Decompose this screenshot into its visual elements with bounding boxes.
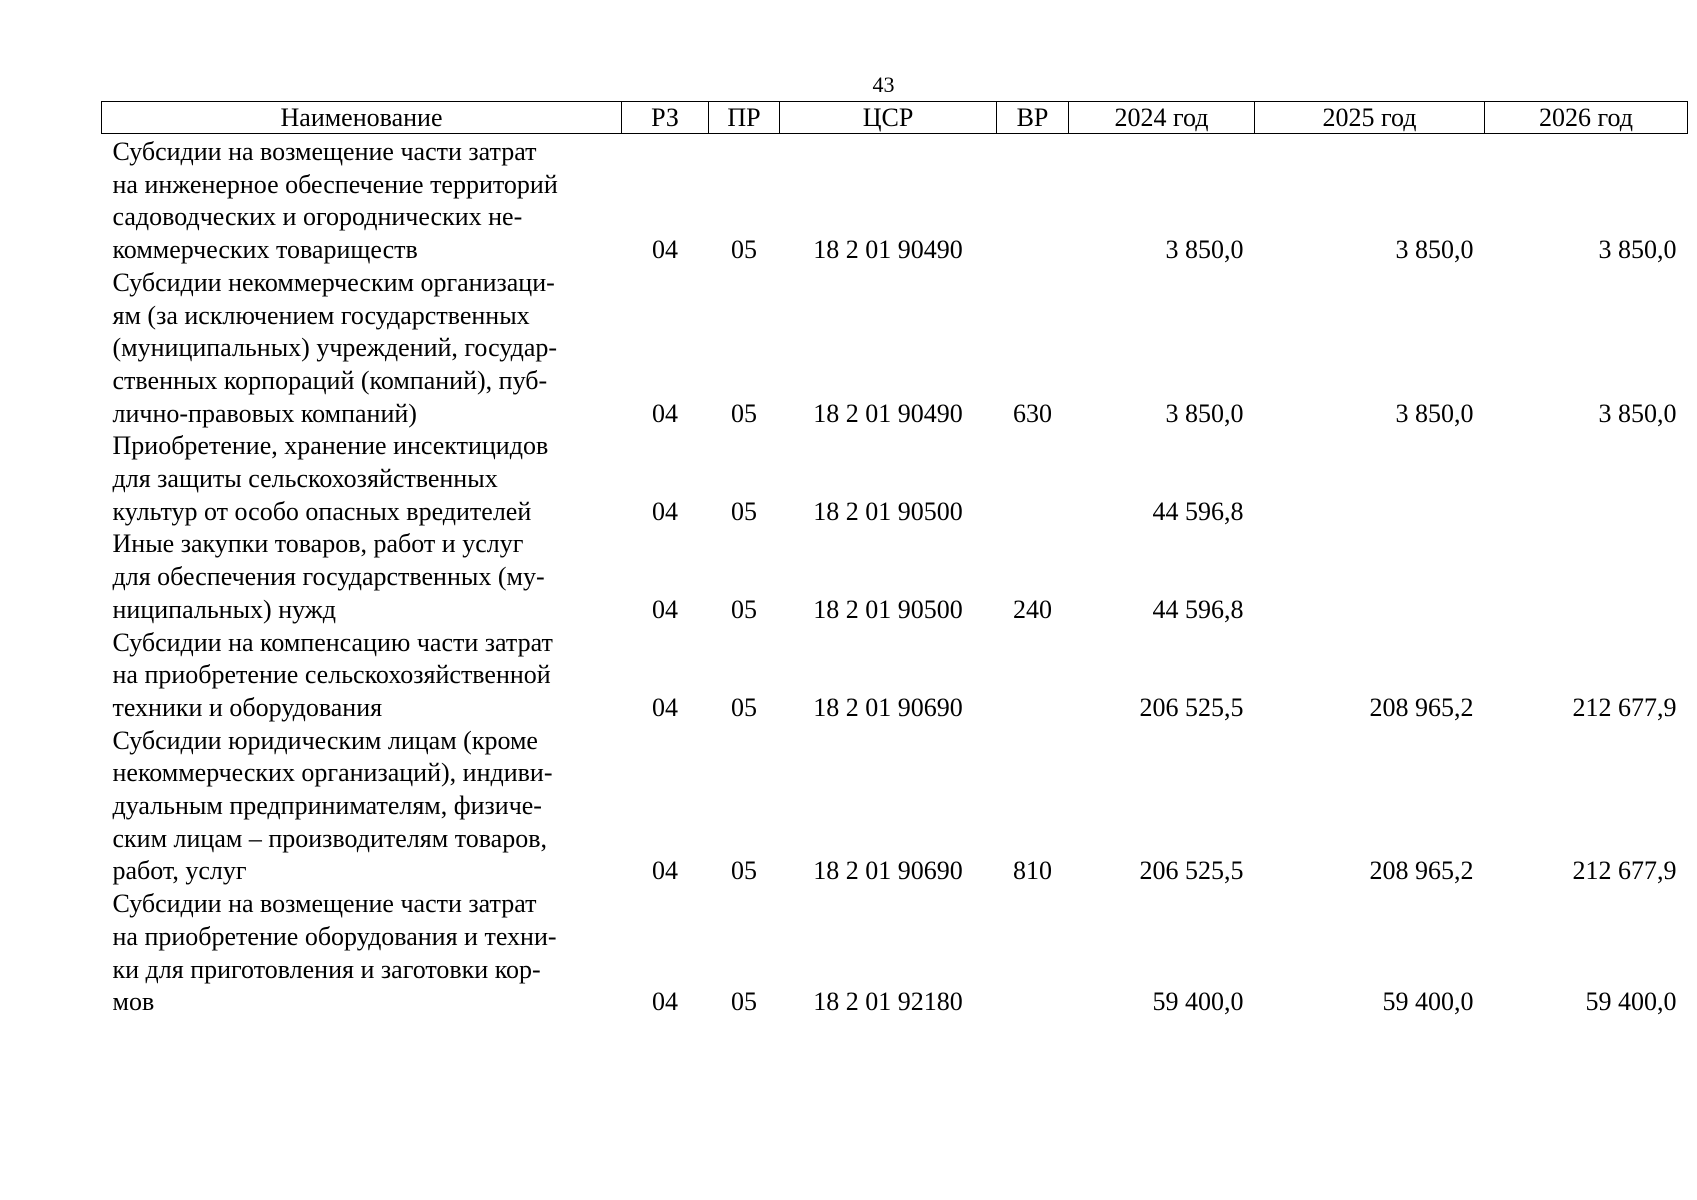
row-name-cell xyxy=(102,430,622,528)
row-pr: 05 xyxy=(731,987,757,1017)
row-2026: 212 677,9 xyxy=(1572,856,1677,886)
table-row xyxy=(102,888,1688,1019)
row-rz: 04 xyxy=(652,987,678,1017)
row-name-line: на приобретение оборудования и техни- xyxy=(112,921,557,951)
row-vr: 240 xyxy=(1013,594,1052,624)
table-row xyxy=(102,725,1688,889)
row-pr: 05 xyxy=(731,398,757,428)
row-pr: 05 xyxy=(731,594,757,624)
row-2025 xyxy=(1255,528,1485,626)
table-row xyxy=(102,134,1688,267)
row-2024: 59 400,0 xyxy=(1152,987,1244,1017)
row-2024: 3 850,0 xyxy=(1165,398,1244,428)
table-row xyxy=(102,528,1688,626)
row-name-line: Субсидии на компенсацию части затрат xyxy=(112,627,553,657)
row-name-line: ки для приготовления и заготовки кор- xyxy=(112,954,541,984)
row-csr: 18 2 01 92180 xyxy=(813,987,963,1017)
row-2026: 3 850,0 xyxy=(1598,235,1677,265)
row-name-line: ским лицам – производителям товаров, xyxy=(112,823,547,853)
row-vr xyxy=(997,134,1069,267)
row-2024: 44 596,8 xyxy=(1152,496,1244,526)
row-2024: 206 525,5 xyxy=(1139,856,1244,886)
row-2025: 3 850,0 xyxy=(1395,398,1474,428)
row-2025: 59 400,0 xyxy=(1382,987,1474,1017)
row-rz: 04 xyxy=(652,398,678,428)
row-2026: 212 677,9 xyxy=(1572,692,1677,722)
row-rz: 04 xyxy=(652,594,678,624)
header-2026: 2026 год xyxy=(1485,102,1688,134)
row-csr: 18 2 01 90500 xyxy=(813,496,963,526)
row-pr: 05 xyxy=(731,856,757,886)
table-header-row xyxy=(102,102,1688,134)
row-name-line: коммерческих товариществ xyxy=(112,235,418,265)
row-name-line: Субсидии некоммерческим организаци- xyxy=(112,267,555,297)
page-number: 43 xyxy=(872,72,895,97)
row-name-line: на приобретение сельскохозяйственной xyxy=(112,660,551,690)
row-2026: 59 400,0 xyxy=(1585,987,1677,1017)
table-row xyxy=(102,430,1688,528)
row-vr: 630 xyxy=(1013,398,1052,428)
row-name-cell xyxy=(102,627,622,725)
row-name-line: лично-правовых компаний) xyxy=(112,398,417,428)
row-rz: 04 xyxy=(652,496,678,526)
row-name-line: культур от особо опасных вредителей xyxy=(112,496,532,526)
row-2025: 208 965,2 xyxy=(1369,692,1474,722)
row-2024: 44 596,8 xyxy=(1152,594,1244,624)
row-csr: 18 2 01 90690 xyxy=(813,856,963,886)
header-2025: 2025 год xyxy=(1255,102,1485,134)
row-name-line: Приобретение, хранение инсектицидов xyxy=(112,431,549,461)
row-name-line: для обеспечения государственных (му- xyxy=(112,562,545,592)
row-rz: 04 xyxy=(652,692,678,722)
row-2024: 206 525,5 xyxy=(1139,692,1244,722)
header-vr: ВР xyxy=(997,102,1069,134)
row-2026: 3 850,0 xyxy=(1598,398,1677,428)
row-name-line: на инженерное обеспечение территорий xyxy=(112,169,558,199)
row-csr: 18 2 01 90490 xyxy=(813,235,963,265)
row-vr: 810 xyxy=(1013,856,1052,886)
row-name-line: некоммерческих организаций), индиви- xyxy=(112,758,553,788)
row-name-cell xyxy=(102,725,622,889)
header-csr: ЦСР xyxy=(780,102,997,134)
row-rz: 04 xyxy=(652,856,678,886)
row-pr: 05 xyxy=(731,235,757,265)
row-name-line: техники и оборудования xyxy=(112,692,383,722)
row-name-line: Субсидии юридическим лицам (кроме xyxy=(112,725,538,755)
row-name-line: Субсидии на возмещение части затрат xyxy=(112,137,537,166)
row-name-line: для защиты сельскохозяйственных xyxy=(112,464,498,494)
row-name-line: Субсидии на возмещение части затрат xyxy=(112,889,537,919)
row-name-line: дуальным предпринимателям, физиче- xyxy=(112,791,542,821)
row-2024: 3 850,0 xyxy=(1165,235,1244,265)
row-2025: 208 965,2 xyxy=(1369,856,1474,886)
row-name-line: садоводческих и огороднических не- xyxy=(112,202,523,232)
row-2026 xyxy=(1485,430,1688,528)
header-2024: 2024 год xyxy=(1069,102,1255,134)
row-2025 xyxy=(1255,430,1485,528)
table-row xyxy=(102,267,1688,431)
row-2025: 3 850,0 xyxy=(1395,235,1474,265)
row-csr: 18 2 01 90500 xyxy=(813,594,963,624)
row-name-line: ственных корпораций (компаний), пуб- xyxy=(112,365,548,395)
header-pr: ПР xyxy=(709,102,780,134)
row-name-line: мов xyxy=(112,987,155,1017)
row-name-line: Иные закупки товаров, работ и услуг xyxy=(112,529,524,559)
row-pr: 05 xyxy=(731,692,757,722)
row-name-line: (муниципальных) учреждений, государ- xyxy=(112,333,558,363)
row-vr xyxy=(997,430,1069,528)
row-rz: 04 xyxy=(652,235,678,265)
row-csr: 18 2 01 90490 xyxy=(813,398,963,428)
row-name-cell xyxy=(102,267,622,431)
row-name-cell xyxy=(102,528,622,626)
row-name-line: ям (за исключением государственных xyxy=(112,300,530,330)
row-name-cell xyxy=(102,134,622,267)
row-pr: 05 xyxy=(731,496,757,526)
row-name-cell xyxy=(102,888,622,1019)
row-2026 xyxy=(1485,528,1688,626)
header-rz: РЗ xyxy=(622,102,709,134)
budget-table xyxy=(101,101,1688,1019)
row-csr: 18 2 01 90690 xyxy=(813,692,963,722)
header-name: Наименование xyxy=(102,102,622,134)
row-name-line: ниципальных) нужд xyxy=(112,594,336,624)
row-vr xyxy=(997,888,1069,1019)
table-row xyxy=(102,627,1688,725)
row-name-line: работ, услуг xyxy=(112,856,247,886)
row-vr xyxy=(997,627,1069,725)
